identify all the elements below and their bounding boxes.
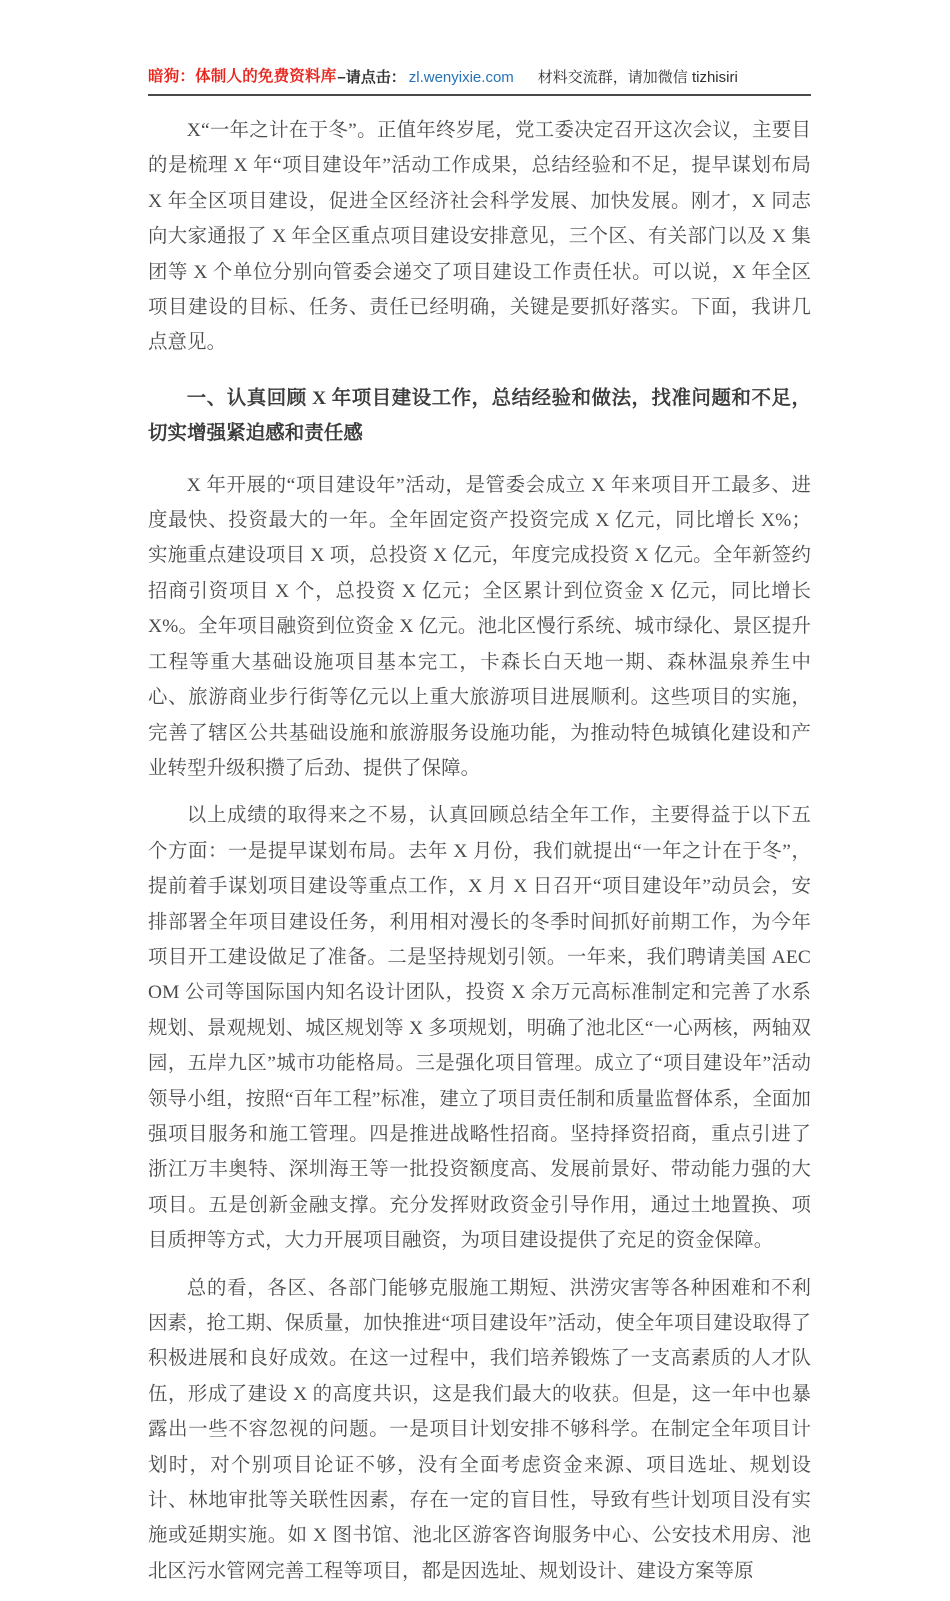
promo-wechat-note: 材料交流群，请加微信 tizhisiri: [537, 68, 738, 86]
paragraph-achievements: X 年开展的“项目建设年”活动，是管委会成立 X 年来项目开工最多、进度最快、投资最大的一年。全年固定资产投资完成 X 亿元，同比增长 X%；实施重点建设项目 X 项，总投资 X 亿元，年度完成投资 X 亿元。全年新签约招商引资项目 X 个，总投资 X 亿元；全区累计到位资金 X 亿元，同比增长 X%。全年项目融资到位资金 X 亿元。池北区慢行系统、城市绿化、景区提升工程等重大基础设施项目基本完工，卡森长白天地一期、森林温泉养生中心、旅游商业步行街等亿元以上重大旅游项目进展顺利。这些项目的实施，完善了辖区公共基础设施和旅游服务设施功能，为推动特色城镇化建设和产业转型升级积攒了后劲、提供了保障。: [148, 474, 811, 779]
paragraph-intro: X“一年之计在于冬”。正值年终岁尾，党工委决定召开这次会议，主要目的是梳理 X 年“项目建设年”活动工作成果，总结经验和不足，提早谋划布局 X 年全区项目建设，促进全区经济社会科学发展、加快发展。刚才，X 同志向大家通报了 X 年全区重点项目建设安排意见，三个区、有关部门以及 X 集团等 X 个单位分别向管委会递交了项目建设工作责任状。可以说，X 年全区项目建设的目标、任务、责任已经明确，关键是要抓好落实。下面，我讲几点意见。: [148, 120, 811, 354]
promo-site-link[interactable]: zl.wenyixie.com: [408, 68, 514, 86]
section-heading-one: 一、认真回顾 X 年项目建设工作，总结经验和做法，找准问题和不足，切实增强紧迫感和责任感: [148, 387, 811, 445]
paragraph-summary-problems: 总的看，各区、各部门能够克服施工期短、洪涝灾害等各种困难和不利因素，抢工期、保质量，加快推进“项目建设年”活动，使全年项目建设取得了积极进展和良好成效。在这一过程中，我们培养锻炼了一支高素质的人才队伍，形成了建设 X 的高度共识，这是我们最大的收获。但是，这一年中也暴露出一些不容忽视的问题。一是项目计划安排不够科学。在制定全年项目计划时，对个别项目论证不够，没有全面考虑资金来源、项目选址、规划设计、林地审批等关联性因素，存在一定的盲目性，导致有些计划项目没有实施或延期实施。如 X 图书馆、池北区游客咨询服务中心、公安技术用房、池北区污水管网完善工程等项目，都是因选址、规划设计、建设方案等原: [148, 1277, 811, 1582]
promo-cta-text: –请点击：: [337, 68, 406, 86]
document-body: [148, 113, 811, 1601]
promo-banner: [148, 62, 811, 92]
paragraph-five-aspects: 以上成绩的取得来之不易，认真回顾总结全年工作，主要得益于以下五个方面：一是提早谋划布局。去年 X 月份，我们就提出“一年之计在于冬”，提前着手谋划项目建设等重点工作，X 月 X 日召开“项目建设年”动员会，安排部署全年项目建设任务，利用相对漫长的冬季时间抓好前期工作，为今年项目开工建设做足了准备。二是坚持规划引领。一年来，我们聘请美国 AECOM 公司等国际国内知名设计团队，投资 X 余万元高标准制定和完善了水系规划、景观规划、城区规划等 X 多项规划，明确了池北区“一心两核，两轴双园，五岸九区”城市功能格局。三是强化项目管理。成立了“项目建设年”活动领导小组，按照“百年工程”标准，建立了项目责任制和质量监督体系，全面加强项目服务和施工管理。四是推进战略性招商。坚持择资招商，重点引进了浙江万丰奥特、深圳海王等一批投资额度高、发展前景好、带动能力强的大项目。五是创新金融支撑。充分发挥财政资金引导作用，通过土地置换、项目质押等方式，大力开展项目融资，为项目建设提供了充足的资金保障。: [148, 805, 811, 1252]
banner-divider: [148, 94, 811, 96]
promo-brand-text: 暗狗：体制人的免费资料库: [148, 68, 337, 86]
